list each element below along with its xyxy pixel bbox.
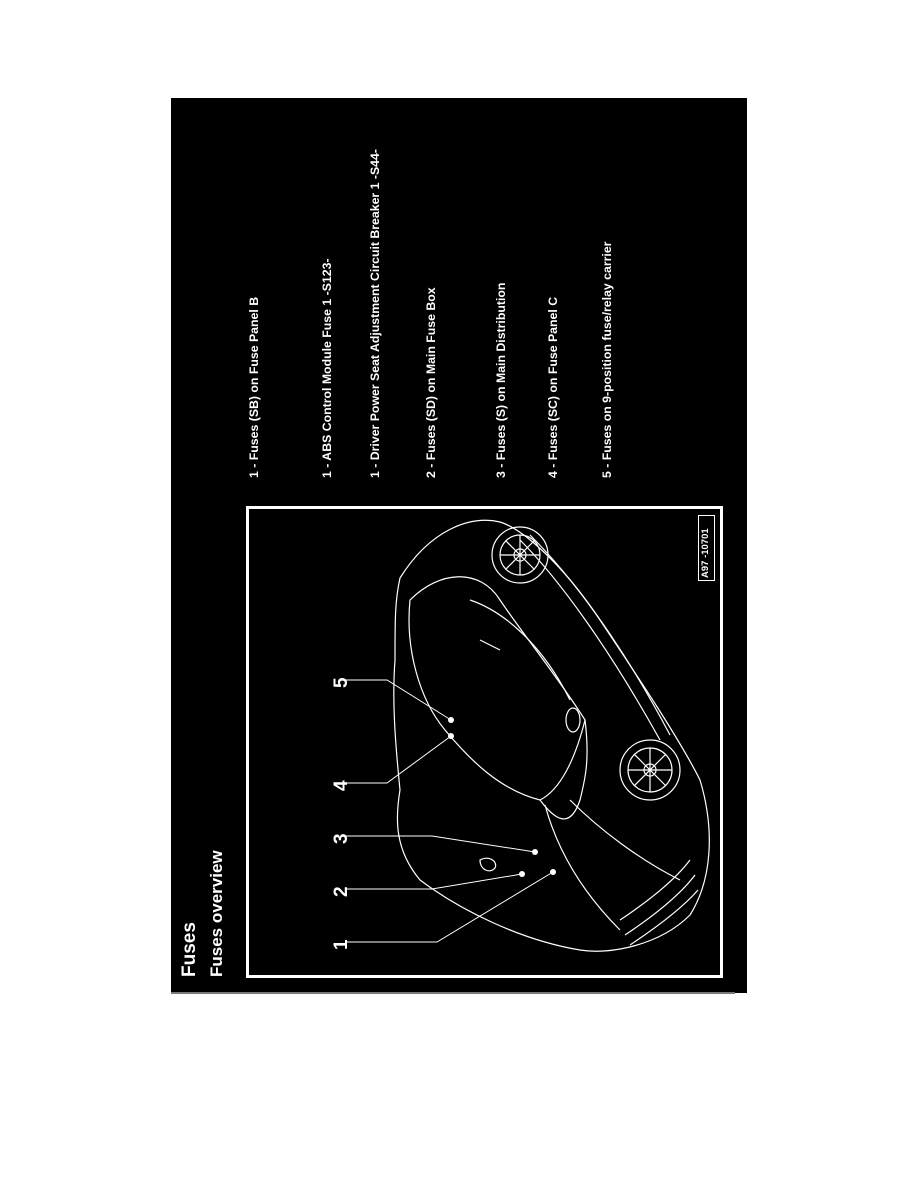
page-title: Fuses (179, 922, 200, 977)
callout-3: 3 (331, 833, 352, 844)
legend-item: 1 - Driver Power Seat Adjustment Circuit Breaker 1 -S44- (368, 149, 382, 478)
callout-5: 5 (331, 677, 352, 688)
page-subtitle: Fuses overview (207, 850, 226, 977)
reference-code: A97 -10701 (700, 528, 711, 578)
callout-2: 2 (331, 886, 352, 897)
legend-item: 3 - Fuses (S) on Main Distribution (494, 282, 508, 478)
legend-item: 1 - ABS Control Module Fuse 1 -S123- (320, 258, 334, 478)
legend-item: 4 - Fuses (SC) on Fuse Panel C (546, 296, 560, 478)
callout-1: 1 (331, 939, 352, 950)
callout-4: 4 (331, 780, 352, 791)
reference-code-box (698, 515, 715, 581)
legend-item: 5 - Fuses on 9-position fuse/relay carrier (600, 241, 614, 478)
legend-item: 2 - Fuses (SD) on Main Fuse Box (424, 287, 438, 478)
legend-item: 1 - Fuses (SB) on Fuse Panel B (247, 296, 261, 478)
